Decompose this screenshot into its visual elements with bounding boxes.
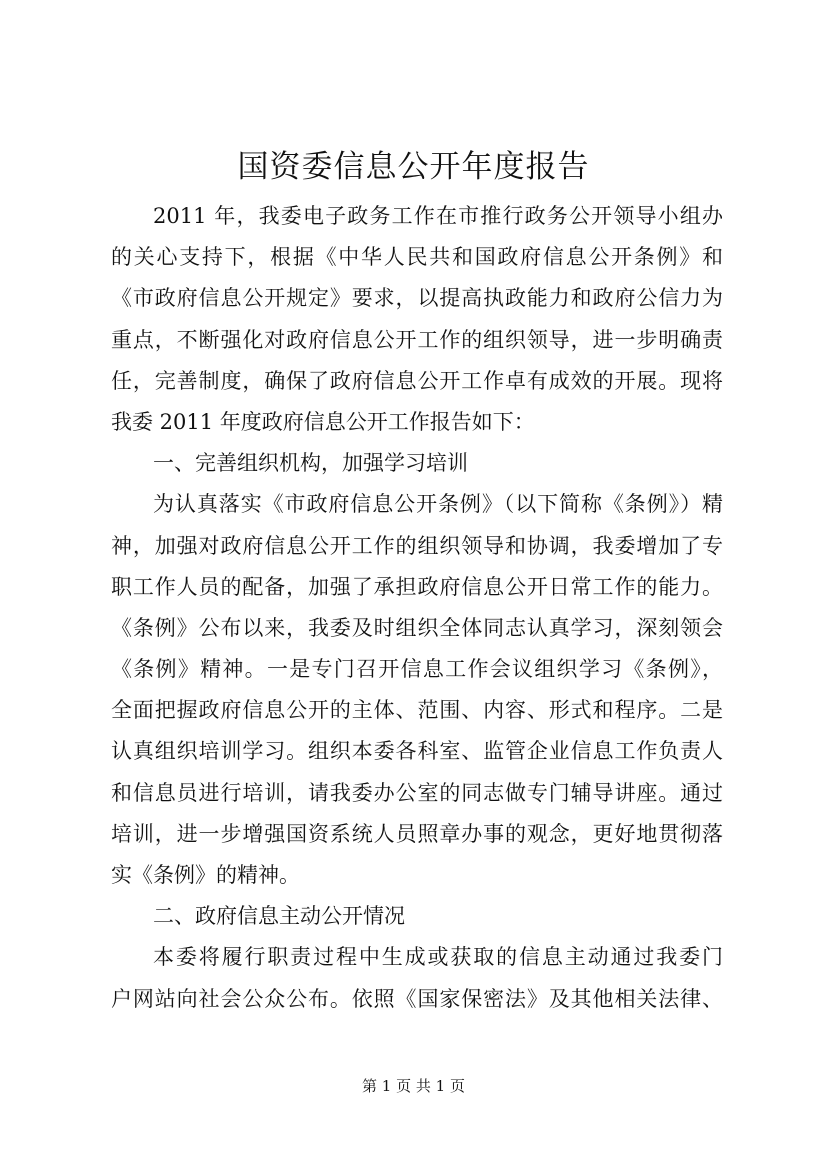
document-title: 国资委信息公开年度报告 — [237, 149, 590, 185]
paragraph-line: 户网站向社会公众公布。依照《国家保密法》及其他相关法律、 — [111, 986, 723, 1011]
paragraph-line: 的关心支持下，根据《中华人民共和国政府信息公开条例》和 — [111, 245, 723, 270]
paragraph-line: 重点，不断强化对政府信息公开工作的组织领导，进一步明确责 — [111, 327, 723, 352]
paragraph-line: 《市政府信息公开规定》要求，以提高执政能力和政府公信力为 — [111, 286, 723, 311]
paragraph-line: 我委 2011 年度政府信息公开工作报告如下： — [111, 409, 535, 434]
paragraph-line: 《条例》精神。一是专门召开信息工作会议组织学习《条例》， — [111, 657, 723, 682]
paragraph-line: 为认真落实《市政府信息公开条例》（以下简称《条例》）精 — [153, 492, 723, 517]
section-heading: 二、政府信息主动公开情况 — [153, 904, 405, 929]
paragraph-line: 2011 年，我委电子政务工作在市推行政务公开领导小组办 — [153, 204, 723, 228]
document-body — [111, 196, 723, 1020]
paragraph-line: 全面把握政府信息公开的主体、范围、内容、形式和程序。二是 — [111, 698, 723, 723]
paragraph-line: 和信息员进行培训，请我委办公室的同志做专门辅导讲座。通过 — [111, 780, 723, 805]
page-footer: 第 1 页 共 1 页 — [362, 1077, 465, 1095]
paragraph-line: 实《条例》的精神。 — [111, 863, 300, 887]
paragraph-line: 职工作人员的配备，加强了承担政府信息公开日常工作的能力。 — [111, 574, 723, 599]
paragraph-line: 《条例》公布以来，我委及时组织全体同志认真学习，深刻领会 — [111, 615, 723, 640]
paragraph-line: 培训，进一步增强国资系统人员照章办事的观念，更好地贯彻落 — [111, 821, 723, 846]
section-heading: 一、完善组织机构，加强学习培训 — [153, 451, 468, 476]
paragraph-line: 神，加强对政府信息公开工作的组织领导和协调，我委增加了专 — [111, 533, 723, 558]
paragraph-line: 认真组织培训学习。组织本委各科室、监管企业信息工作负责人 — [111, 739, 723, 764]
paragraph-line: 任，完善制度，确保了政府信息公开工作卓有成效的开展。现将 — [111, 368, 723, 393]
paragraph-line: 本委将履行职责过程中生成或获取的信息主动通过我委门 — [153, 945, 723, 970]
